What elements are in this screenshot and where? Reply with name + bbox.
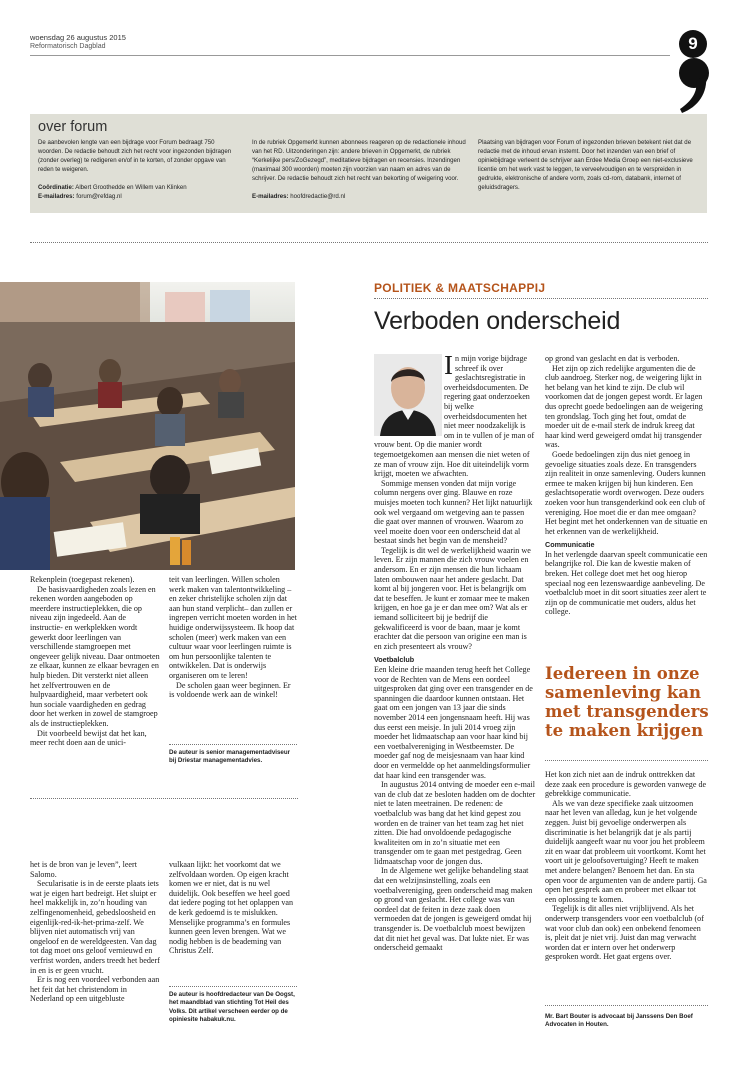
left-article-column-2: teit van leerlingen. Willen scholen werk maken van talentontwikkeling –en zeker christelijke scholen zijn dat aan hun stand verplicht– dan zullen er ingrepen verricht moeten worden in het huidige onderwijssysteem. Ik hoop dat scholen (meer) werk maken van een cultuur waar voor leerlingen ruimte is om hun persoonlijke talenten te ontwikkelen. Dat is onderwijs organiseren om te leren! De scholen gaan weer beginnen. Er is voldoende werk aan de winkel! — [169, 575, 297, 700]
pull-quote-rule — [545, 760, 708, 761]
right-article-column-2: op grond van geslacht en dat is verboden. Het zijn op zich redelijke argumenten die de club aandroeg. Sterker nog, de weigering lijkt in het belang van het kind te zijn. De club wil voorkomen dat de jongen gepest wordt. Er lagen dus oprecht goede bedoelingen aan de weigering ten grondslag. Toch ging het fout, omdat de moeder uit de e-mail sterk de indruk kreeg dat haar kind werd geweigerd omdat hij transgender was. Goede bedoelingen zijn dus niet genoeg in gevoelige situaties zoals deze. En transgenders zijn realiteit in onze samenleving. Ouders kunnen ermee te maken krijgen bij hun kinderen. Een geslachtsoperatie wordt overwogen. Deze ouders zoeken voor hun transgenderkind ook een club of vereniging. Hoe moet die er dan mee omgaan? Het begint met het onderkennen van de situatie en het erkennen van de werkelijkheid. Communicatie In het verlengde daarvan speelt communicatie een belangrijke rol. Die kan de kwestie maken of breken. Het college doet met het oog hierop speciaal nog een lezenswaardige aanbeveling. De voetbalclub moet in dit soort situaties zeer alert te zijn op de communicatie met ouders, aldus het college. — [545, 354, 708, 617]
forum-col2-text: In de rubriek Opgemerkt kunnen abonnees reageren op de redactionele inhoud van het RD. Uitzonderingen zijn: andere brieven in Opgemerkt, de rubriek “Kerkelijke pers/ZoGezegd”, meditatieve bijdragen en recensies. Inzendingen (maximaal 300 woorden) moeten zijn voorzien van naam en adres van de schrijver. De redactie behoudt zich het recht van bekorting of weigering voor. — [252, 139, 466, 182]
left-author-note: De auteur is senior managementadviseur bij Driestar managementadvies. — [169, 749, 291, 765]
right-article-column-1: In mijn vorige bijdrage schreef ik over geslachtsregistratie in overheidsdocumenten. De regering gaat onderzoeken bij welke overheidsdocumenten het niet meer noodzakelijk is om in te vullen of je man of vrouw bent. Op die manier wordt tegemoetgekomen aan mensen die niet weten of ze man of vrouw zijn. Hoe dit uiteindelijk vorm krijgt, moeten we afwachten. Sommige mensen vonden dat mijn vorige column nergens over ging. Blauwe en roze muisjes moeten toch kunnen? Het lijkt natuurlijk ook wel vergaand om wetgeving aan te passen die gaat over mannen of vrouwen. Waarom zo veel moeite doen voor een onderscheid dat al bestaat sinds het begin van de mensheid? Tegelijk is dit wel de werkelijkheid waarin we leven. Er zijn mannen die zich vrouw voelen en andersom. En er zijn mensen die hun lichaam laten ombouwen naar het andere geslacht. Dat komt al bij jongeren voor. Het is belangrijk om dat te beseffen. Je kunt er zomaar mee te maken krijgen, en hoe ga je er dan mee om? Wat als er iemand solliciteert bij je bedrijf die gekwalificeerd is voor de baan, maar je komt erachter dat die persoon van origine een man is en zich presenteert als vrouw? Voetbalclub Een kleine drie maanden terug heeft het College voor de Rechten van de Mens een oordeel uitgesproken dat ging over een transgender en de spanningen die daardoor kunnen ontstaan. Het gaat om een jongen van 13 jaar die sinds november 2014 een jongensnaam heeft. Hij was dus eerst een meisje. In juli 2014 vroeg zijn moeder het lidmaatschap aan voor haar kind bij een voetbalvereniging in Westbeemster. De moeder gaf nog de meisjesnaam van haar kind door en vermeldde op het aanmeldingsformulier dat haar kind een transgender was. In augustus 2014 ontving de moeder een e-mail van de club dat ze besloten hadden om de dochter niet te laten meetrainen. De redenen: de voetbalclub was bang dat het kind gepest zou worden en de trainer van het team zag het niet zitten. Die had onvoldoende pedagogische kwaliteiten om in zo’n situatie met een transgender om te gaan met pestgedrag. Geen lidmaatschap voor de jongen dus. In de Algemene wet gelijke behandeling staat dat een welzijnsinstelling, zoals een voetbalvereniging, geen onderscheid mag maken op grond van geslacht. Het college was van oordeel dat de feiten in deze zaak doen vermoeden dat de jongen is geweigerd omdat hij transgender is. De voetbalclub moest bewijzen dat dit niet het geval was. Dat lukte niet. Er was onderscheid gemaakt — [374, 350, 536, 953]
forum-column-2 — [252, 139, 467, 201]
comma-logo-icon — [676, 55, 712, 115]
header-paper-name: Reformatorisch Dagblad — [30, 43, 106, 50]
forum-column-3: Plaatsing van bijdragen voor Forum of ingezonden brieven betekent niet dat de redactie met de inhoud ervan instemt. Door het inzenden van een brief of opiniebijdrage verleent de schrijver aan Erdee Media Groep een niet-exclusieve licentie om het werk vast te leggen, te verveelvoudigen en te verspreiden in gedrukte, elektronische of andere vorm, zoals cd-rom, databank, internet of geluidsdragers. — [478, 139, 693, 191]
separator-dotted-top — [30, 242, 708, 243]
header-date: woensdag 26 augustus 2015 — [30, 33, 126, 42]
author-portrait — [374, 354, 442, 436]
right-author-note: Mr. Bart Bouter is advocaat bij Janssens Den Boef Advocaten in Houten. — [545, 1013, 693, 1029]
subhead-voetbalclub: Voetbalclub — [374, 655, 415, 665]
left-article-column-1: Rekenplein (toegepast rekenen). De basisvaardigheden zoals lezen en rekenen worden aangeboden op meerdere instructieplekken, die op niveau zijn ingedeeld. Aan de instructie- en werkplekken wordt gewerkt door leerlingen van verschillende stamgroepen met ongeveer gelijk niveau. Daar ontmoeten ze elkaar, kunnen ze elkaar bevragen en hulp bieden. Dit versterkt niet alleen het zelfvertrouwen en de hulpvaardigheid, maar verbetert ook hun sociale vaardigheden en gedrag door het werken in zowel de stamgroep als de instructieplekken. Dit voorbeeld bewijst dat het kan, meer recht doen aan de unici- — [30, 575, 160, 748]
left-article2-column-2: vulkaan lijkt: het voorkomt dat we zelfvoldaan worden. Op eigen kracht komen we er niet, dat is nu wel duidelijk. Ook beseffen we heel goed dat iedere poging tot het oplappen van de kerk gedoemd is te mislukken. Menselijke programma’s en formules kunnen geen leven brengen. Wat we nodig hebben is de beademing van Christus Zelf. — [169, 860, 294, 956]
right-note-rule — [545, 1005, 708, 1006]
left-note-rule — [169, 744, 297, 745]
left-article2-column-1: het is de bron van je leven”, leert Salomo. Secularisatie is in de eerste plaats iets wat je eigen hart bedreigt. Het sluipt er heel makkelijk in, zo’n houding van zelfingenomenheid, gebedsloosheid en eigenlijk-red-ik-het-prima-zelf. We blijven niet automatisch vrij van ongeloof en de wereldgeesten. Van dag tot dag moet ons geloof vernieuwd en verfrist worden, anders treedt het bederf in en is er geen vrucht. Er is nog een voordeel verbonden aan het feit dat het christendom in Nederland op een uitgebluste — [30, 860, 160, 1004]
forum-title: over forum — [38, 119, 108, 135]
section-rule — [374, 298, 708, 299]
section-label: POLITIEK & MAATSCHAPPIJ — [374, 281, 546, 295]
drop-cap: I — [444, 350, 453, 380]
article-headline: Verboden onderscheid — [374, 307, 621, 335]
header-rule — [30, 55, 670, 56]
left-author-note-2: De auteur is hoofdredacteur van De Oogst, het maandblad van stichting Tot Heil des Volks. Dit artikel verscheen eerder op de opiniesite habakuk.nu. — [169, 991, 295, 1024]
forum-coordination: Coördinatie: Albert Groothedde en Willem van Klinken — [38, 183, 187, 191]
forum-email-2[interactable]: E-mailadres: hoofdredactie@rd.nl — [252, 192, 346, 200]
right-article-column-2-continued: Het kon zich niet aan de indruk onttrekken dat deze zaak een procedure is geworden vanwege de gebrekkige communicatie. Als we van deze specifieke zaak uitzoomen naar het leven van alledag, kun je het volgende zeggen. Juist bij gevoelige onderwerpen als discriminatie is het belangrijk dat je als partij duidelijk aangeeft waar nu voor jou het probleem zit en waar dat probleem uit voortkomt. Komt het voort uit je geloofsovertuiging? Heeft te maken met andere belangen? Benoem het dan. En sta open voor de argumenten van de andere partij. Ga open het gesprek aan en probeer met elkaar tot een oplossing te komen. Tegelijk is dit alles niet vrijblijvend. Als het onderwerp transgenders voor een voetbalclub (of wat voor club dan ook) een onbekend fenomeen is, pleit dat je niet vrij. Juist dan mag verwacht worden dat er intern over het onderwerp gesproken wordt. Het gaat ergens over. — [545, 770, 707, 962]
page-number: 9 — [679, 30, 707, 58]
subhead-communicatie: Communicatie — [545, 540, 595, 550]
separator-dotted-left — [30, 798, 298, 799]
forum-column-1 — [38, 139, 238, 201]
classroom-photo — [0, 282, 295, 570]
forum-email-1[interactable]: E-mailadres: forum@refdag.nl — [38, 192, 122, 200]
forum-col1-text: De aanbevolen lengte van een bijdrage voor Forum bedraagt 750 woorden. De redactie behoudt zich het recht voor ingezonden bijdragen (zonder overleg) te redigeren en/of in te korten, of zonder opgave van reden te weigeren. — [38, 139, 232, 173]
left-note2-rule — [169, 986, 297, 987]
pull-quote: Iedereen in onze samenleving kan met transgenders te maken krijgen — [545, 664, 709, 740]
